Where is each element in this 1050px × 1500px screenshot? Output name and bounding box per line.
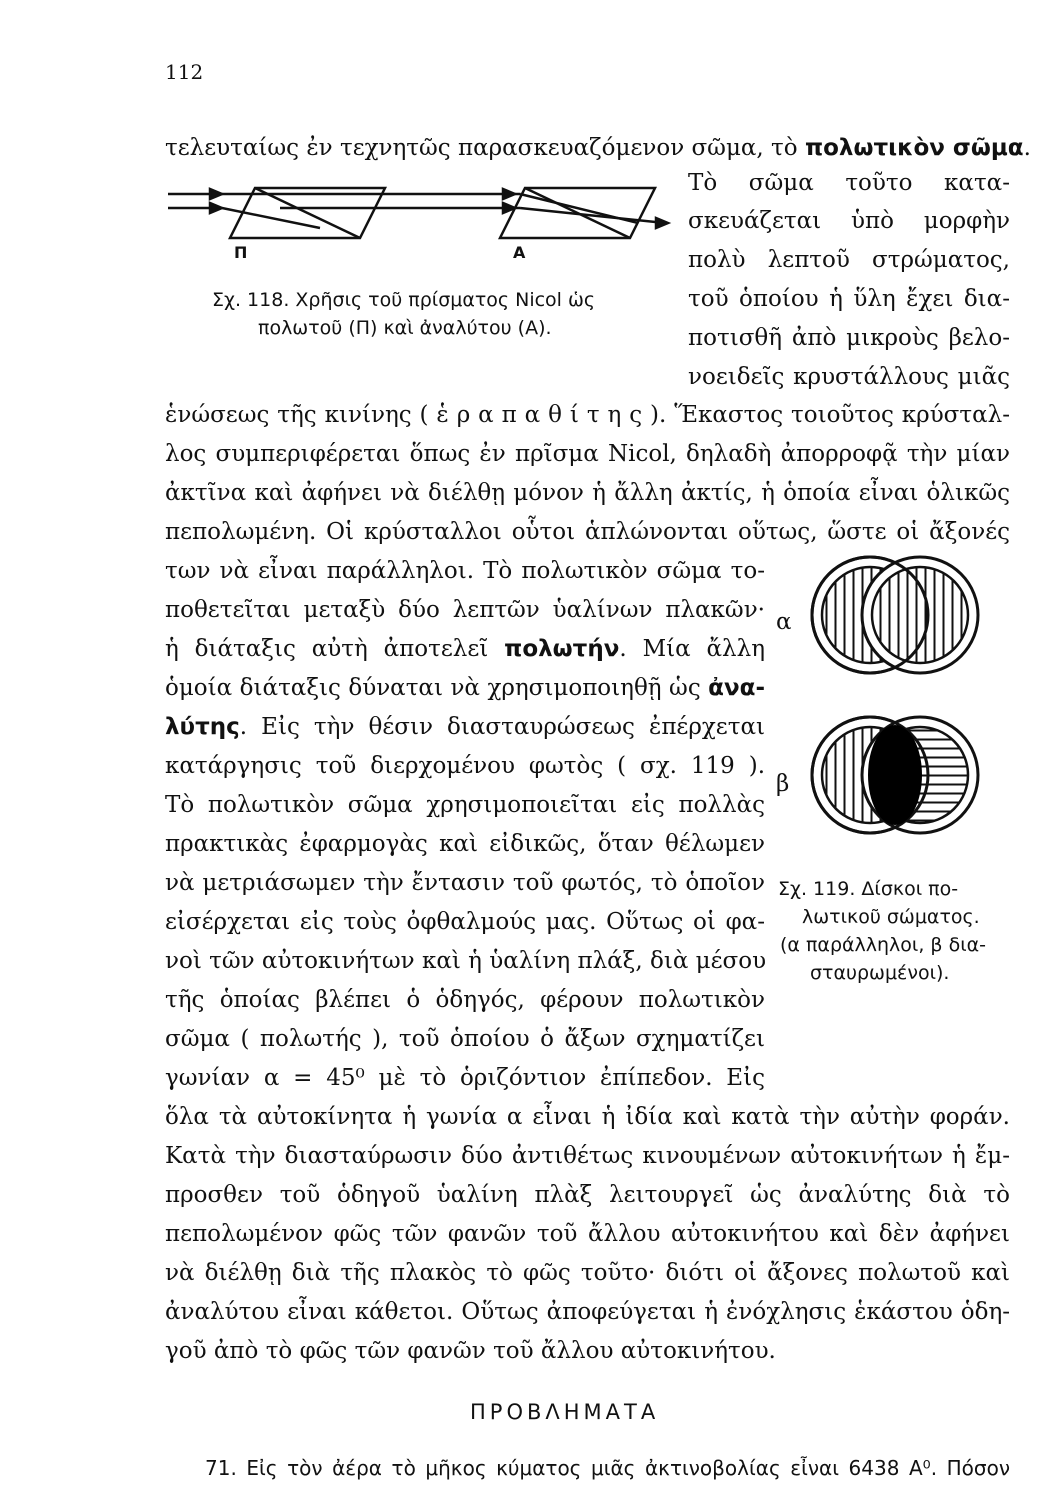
figure-119-caption: λωτικοῦ σώματος. xyxy=(802,906,980,928)
text-line: τοῦ ὁποίου ἡ ὕλη ἔχει δια- xyxy=(688,286,1010,312)
text-line: ποθετεῖται μεταξὺ δύο λεπτῶν ὑαλίνων πλακῶν· xyxy=(165,597,765,623)
problems-heading: ΠΡΟΒΛΗΜΑΤΑ xyxy=(470,1400,660,1424)
text-line: γοῦ ἀπὸ τὸ φῶς τῶν φανῶν τοῦ ἄλλου αὐτοκινήτου. xyxy=(165,1338,776,1364)
text-line: πρακτικὰς ἐφαρμογὰς καὶ εἰδικῶς, ὅταν θέλωμεν xyxy=(165,831,765,857)
text-line: ποτισθῆ ἀπὸ μικροὺς βελο- xyxy=(688,325,1010,351)
text-line: ἀναλύτου εἶναι κάθετοι. Οὕτως ἀποφεύγεται ἡ ἐνόχλησις ἑκάστου ὁδη- xyxy=(165,1299,1010,1325)
text-line: Τὸ σῶμα τοῦτο κατα- xyxy=(688,170,1010,196)
disc-pair-crossed xyxy=(812,717,978,833)
bold-term: πολωτήν xyxy=(504,636,620,662)
figure-119-caption: Σχ. 119. Δίσκοι πο- xyxy=(778,878,959,900)
text-line: σῶμα ( πολωτής ), τοῦ ὁποίου ὁ ἄξων σχηματίζει xyxy=(165,1026,765,1052)
figure-119-caption: (α παράλληλοι, β δια- xyxy=(780,934,987,956)
text-line: ἑνώσεως τῆς κινίνης ( ἑ ρ α π α θ ί τ η ς ). Ἕκαστος τοιοῦτος κρύσταλ- xyxy=(165,402,1010,428)
text-line: προσθεν τοῦ ὁδηγοῦ ὑαλίνη πλὰξ λειτουργεῖ ὡς ἀναλύτης διὰ τὸ xyxy=(165,1182,1010,1208)
text-line: γωνίαν α = 45⁰ μὲ τὸ ὁριζόντιον ἐπίπεδον. Εἰς xyxy=(165,1065,765,1091)
disc-pair-parallel xyxy=(812,557,978,673)
bold-term: πολωτικὸν σῶμα xyxy=(804,135,1024,161)
figure-118-nicol-prisms xyxy=(160,178,680,278)
text-line: ἀκτῖνα καὶ ἀφήνει νὰ διέλθῃ μόνον ἡ ἄλλη ἀκτίς, ἡ ὁποία εἶναι ὁλικῶς xyxy=(165,480,1010,506)
text-line: σκευάζεται ὑπὸ μορφὴν xyxy=(688,208,1010,234)
text-line: νὰ διέλθῃ διὰ τῆς πλακὸς τὸ φῶς τοῦτο· διότι οἱ ἄξονες πολωτοῦ καὶ xyxy=(165,1260,1010,1286)
text-line: πεπολωμένη. Οἱ κρύσταλλοι οὗτοι ἁπλώνονται οὕτως, ὥστε οἱ ἄξονές xyxy=(165,519,1010,545)
figure-118-caption: πολωτοῦ (Π) καὶ ἀναλύτου (Α). xyxy=(258,317,552,339)
text-line: νοὶ τῶν αὐτοκινήτων καὶ ἡ ὑαλίνη πλάξ, διὰ μέσου xyxy=(165,948,767,974)
text-line: ἡ διάταξις αὐτὴ ἀποτελεῖ πολωτήν. Μία ἄλλη xyxy=(165,636,765,662)
text-line: λος συμπεριφέρεται ὅπως ἐν πρῖσμα Nicol, δηλαδὴ ἀπορροφᾷ τὴν μίαν xyxy=(165,441,1010,467)
prism-label-analyser: Α xyxy=(513,243,526,262)
text-line: ὅλα τὰ αὐτοκίνητα ἡ γωνία α εἶναι ἡ ἰδία καὶ κατὰ τὴν αὐτὴν φοράν. xyxy=(165,1104,1010,1130)
text-line: κατάργησις τοῦ διερχομένου φωτὸς ( σχ. 119 ). xyxy=(165,753,765,779)
figure-119-caption: σταυρωμένοι). xyxy=(810,962,950,984)
text-line: πεπολωμένον φῶς τῶν φανῶν τοῦ ἄλλου αὐτοκινήτου καὶ δὲν ἀφήνει xyxy=(165,1221,1010,1247)
text-line: ὁμοία διάταξις δύναται νὰ χρησιμοποιηθῇ ὡς ἀνα- xyxy=(165,675,765,701)
text-line: νὰ μετριάσωμεν τὴν ἔντασιν τοῦ φωτός, τὸ ὁποῖον xyxy=(165,870,765,896)
page-number: 112 xyxy=(165,60,204,84)
figure-119-label-a: α xyxy=(776,609,792,635)
bold-term: ἀνα- xyxy=(708,675,765,701)
figure-119-label-b: β xyxy=(776,771,790,797)
bold-term: λύτης xyxy=(165,714,240,740)
text-line: νοειδεῖς κρυστάλλους μιᾶς xyxy=(688,364,1010,390)
prism-label-polarizer: Π xyxy=(234,243,248,262)
text-line: Τὸ πολωτικὸν σῶμα χρησιμοποιεῖται εἰς πολλὰς xyxy=(165,792,765,818)
text-line: πολὺ λεπτοῦ στρώματος, xyxy=(688,247,1010,273)
figure-118-caption: Σχ. 118. Χρῆσις τοῦ πρίσματος Nicol ὡς xyxy=(212,289,596,311)
text-line: των νὰ εἶναι παράλληλοι. Τὸ πολωτικὸν σῶμα το- xyxy=(165,558,765,584)
text-line: εἰσέρχεται εἰς τοὺς ὀφθαλμούς μας. Οὕτως οἱ φα- xyxy=(165,909,765,935)
problem-71: 71. Εἰς τὸν ἀέρα τὸ μῆκος κύματος μιᾶς ἀκτινοβολίας εἶναι 6438 A⁰. Πόσον xyxy=(205,1456,1010,1480)
text-line: λύτης. Εἰς τὴν θέσιν διασταυρώσεως ἐπέρχεται xyxy=(165,714,765,740)
text-line: τελευταίως ἐν τεχνητῶς παρασκευαζόμενον σῶμα, τὸ πολωτικὸν σῶμα. xyxy=(165,135,1031,161)
text-line: τῆς ὁποίας βλέπει ὁ ὁδηγός, φέρουν πολωτικὸν xyxy=(165,987,765,1013)
text-line: Κατὰ τὴν διασταύρωσιν δύο ἀντιθέτως κινουμένων αὐτοκινήτων ἡ ἔμ- xyxy=(165,1143,1010,1169)
figure-119-polarizing-discs xyxy=(795,555,1025,845)
